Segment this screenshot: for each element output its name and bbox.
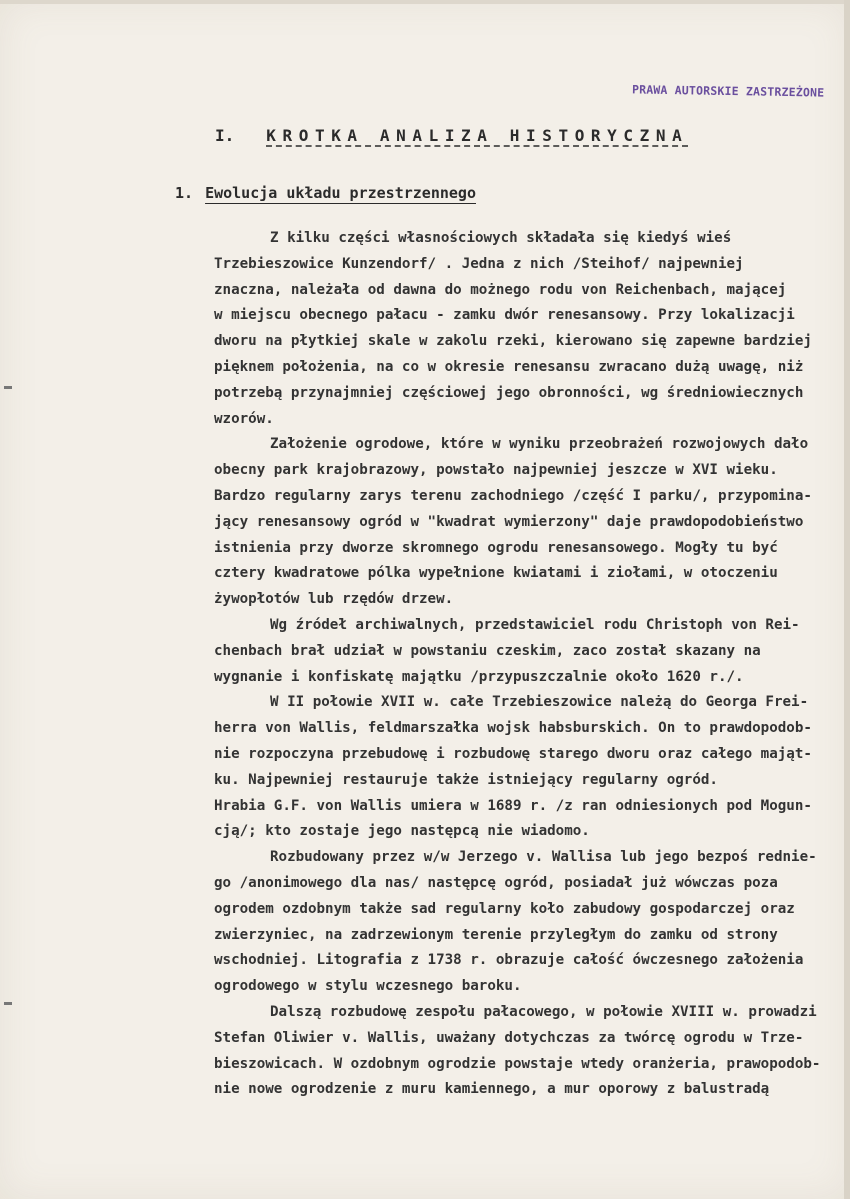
text-line: obecny park krajobrazowy, powstało najpewniej jeszcze w XVI wieku. [214,462,778,479]
text-line: Rozbudowany przez w/w Jerzego v. Wallisa lub jego bezpoś rednie- [270,849,817,866]
text-line: istnienia przy dworze skromnego ogrodu renesansowego. Mogły tu być [214,539,778,556]
text-line: W II połowie XVII w. całe Trzebieszowice należą do Georga Frei- [270,694,809,711]
text-line: Stefan Oliwier v. Wallis, uważany dotychczas za twórcę ogrodu w Trze- [214,1029,804,1046]
copyright-stamp: PRAWA AUTORSKIE ZASTRZEŻONE [631,82,825,100]
text-line: wschodniej. Litografia z 1738 r. obrazuje całość ówczesnego założenia [214,952,804,969]
text-line: żywopłotów lub rzędów drzew. [214,591,454,608]
chapter-title: KROTKA ANALIZA HISTORYCZNA [266,126,689,145]
page-edge-top [0,0,850,4]
section-title: Ewolucja układu przestrzennego [205,184,476,202]
text-line: Założenie ogrodowe, które w wyniku przeobrażeń rozwojowych dało [270,436,809,453]
text-line: ogrodem ozdobnym także sad regularny koło zabudowy gospodarczej oraz [214,900,795,917]
text-line: nie rozpoczyna przebudowę i rozbudowę starego dworu oraz całego mająt- [214,745,812,762]
section-heading [175,184,476,202]
text-line: zwierzyniec, na zadrzewionym terenie przyległym do zamku od strony [214,926,778,943]
chapter-heading [215,126,688,145]
page-edge-right [844,0,850,1199]
text-line: pięknem położenia, na co w okresie renesansu zwracano dużą uwagę, niż [214,358,804,375]
text-line: znaczna, należała od dawna do możnego rodu von Reichenbach, mającej [214,281,787,298]
text-line: w miejscu obecnego pałacu - zamku dwór renesansowy. Przy lokalizacji [214,307,795,324]
text-line: nie nowe ogrodzenie z muru kamiennego, a mur oporowy z balustradą [214,1081,770,1098]
section-number: 1. [175,184,194,202]
text-line: Z kilku części własnościowych składała się kiedyś wieś [270,230,732,246]
punch-mark [4,1002,12,1005]
text-line: potrzebą przynajmniej częściowej jego obronności, wg średniowiecznych [214,384,804,401]
body-text [214,226,844,1103]
text-line: Trzebieszowice Kunzendorf/ . Jedna z nich /Steihof/ najpewniej [214,255,744,272]
text-line: herra von Wallis, feldmarszałka wojsk habsburskich. On to prawdopodob- [214,720,812,737]
text-line: Hrabia G.F. von Wallis umiera w 1689 r. /z ran odniesionych pod Mogun- [214,797,812,814]
text-line: wzorów. [214,410,274,427]
chapter-number: I. [215,126,235,145]
text-line: ku. Najpewniej restauruje także istniejący regularny ogród. [214,771,718,788]
text-line: ogrodowego w stylu wczesnego baroku. [214,978,522,995]
text-line: cją/; kto zostaje jego następcą nie wiadomo. [214,823,590,840]
text-line: Bardzo regularny zarys terenu zachodniego /część I parku/, przypomina- [214,487,812,504]
punch-mark [4,386,12,389]
text-line: bieszowicach. W ozdobnym ogrodzie powstaje wtedy oranżeria, prawopodob- [214,1055,821,1072]
text-line: chenbach brał udział w powstaniu czeskim, zaco został skazany na [214,642,761,659]
text-line: dworu na płytkiej skale w zakolu rzeki, kierowano się zapewne bardziej [214,333,812,350]
text-line: cztery kwadratowe pólka wypełnione kwiatami i ziołami, w otoczeniu [214,565,778,582]
text-line: Wg źródeł archiwalnych, przedstawiciel rodu Christoph von Rei- [270,616,800,633]
text-line: Dalszą rozbudowę zespołu pałacowego, w połowie XVIII w. prowadzi [270,1003,817,1020]
text-line: jący renesansowy ogród w "kwadrat wymierzony" daje prawdopodobieństwo [214,513,804,530]
text-line: go /anonimowego dla nas/ następcę ogród, posiadał już wówczas poza [214,874,778,891]
text-line: wygnanie i konfiskatę majątku /przypuszczalnie około 1620 r./. [214,668,744,685]
